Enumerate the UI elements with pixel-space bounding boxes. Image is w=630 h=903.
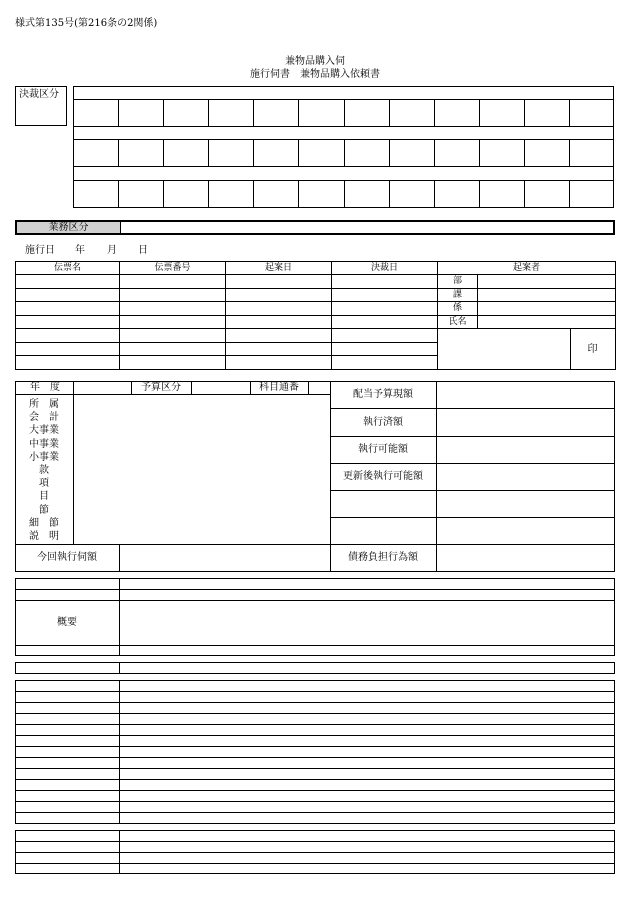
voucher-header: 伝票名 <box>16 262 120 275</box>
classification-item: 細 節 <box>29 517 59 529</box>
date-label: 施行日 <box>25 245 55 256</box>
classification-item: 所 属 <box>29 399 59 410</box>
ruled-line <box>15 841 615 842</box>
classification-item: 目 <box>39 491 49 503</box>
drafter-row-label: 係 <box>438 302 478 316</box>
ruled-line <box>15 691 615 692</box>
ruled-line <box>15 713 615 714</box>
classification-item: 中事業 <box>29 438 59 450</box>
classification-item: 款 <box>39 465 49 476</box>
classification-item: 会 計 <box>29 412 59 424</box>
form-number: 様式第135号(第216条の2関係) <box>15 18 158 29</box>
stamp-grid-line <box>208 180 209 208</box>
ruled-line <box>15 724 615 725</box>
stamp-grid-line <box>524 139 525 166</box>
budget-right-label: 配当予算現額 <box>353 389 413 400</box>
account-code-label: 科目通番 <box>259 382 299 393</box>
stamp-grid-line <box>479 139 480 166</box>
stamp-grid-line <box>434 180 435 208</box>
title-line2: 施行伺書 兼物品購入依頼書 <box>250 69 380 80</box>
stamp-grid-line <box>298 99 299 126</box>
voucher-header: 伝票番号 <box>120 262 226 275</box>
classification-item: 小事業 <box>29 451 59 463</box>
date-day: 日 <box>138 245 148 256</box>
stamp-grid-line <box>569 180 570 208</box>
approval-label-box <box>15 86 67 126</box>
ruled-line <box>15 863 615 864</box>
stamp-grid-line <box>253 139 254 166</box>
classification-item: 節 <box>39 504 49 516</box>
budget-right-label: 執行済額 <box>363 417 403 428</box>
ruled-line <box>15 801 615 802</box>
stamp-grid-line <box>389 99 390 126</box>
debt-amount-label: 債務負担行為額 <box>348 552 418 563</box>
stamp-grid-line <box>569 99 570 126</box>
ruled-line <box>15 779 615 780</box>
overview-label: 概要 <box>57 617 77 628</box>
classification-item: 大事業 <box>29 425 59 437</box>
stamp-grid-line <box>118 139 119 166</box>
ruled-line <box>15 702 615 703</box>
stamp-grid-line <box>479 99 480 126</box>
voucher-header: 決裁日 <box>332 262 438 275</box>
fiscal-year-label: 年 度 <box>30 382 60 393</box>
date-year: 年 <box>75 245 85 256</box>
budget-right-label: 更新後執行可能額 <box>343 471 423 482</box>
business-category-row <box>15 220 615 235</box>
stamp-grid-line <box>208 99 209 126</box>
voucher-header: 起案日 <box>226 262 332 275</box>
ruled-line <box>15 746 615 747</box>
voucher-header: 起案者 <box>438 262 616 275</box>
stamp-grid-line <box>434 99 435 126</box>
stamp-grid-line <box>298 180 299 208</box>
ruled-line <box>15 757 615 758</box>
date-month: 月 <box>107 245 117 256</box>
stamp-grid-line <box>434 139 435 166</box>
approval-label: 決裁区分 <box>19 89 59 100</box>
classification-item: 項 <box>39 478 49 490</box>
stamp-grid-line <box>253 99 254 126</box>
stamp-grid-line <box>524 99 525 126</box>
drafter-row-label: 課 <box>438 289 478 302</box>
stamp-grid-line <box>524 180 525 208</box>
stamp-grid-line <box>253 180 254 208</box>
ruled-line <box>15 812 615 813</box>
stamp-grid-line <box>479 180 480 208</box>
stamp-grid-line <box>344 139 345 166</box>
stamp-grid-line <box>344 99 345 126</box>
stamp-grid-line <box>569 139 570 166</box>
stamp-grid-line <box>389 139 390 166</box>
ruled-line <box>15 768 615 769</box>
current-amount-label: 今回執行伺額 <box>37 552 97 563</box>
stamp-grid-line <box>344 180 345 208</box>
stamp-grid-line <box>163 99 164 126</box>
drafter-row-label: 氏名 <box>438 316 478 329</box>
ruled-line <box>15 735 615 736</box>
stamp-grid-line <box>208 139 209 166</box>
extra-row <box>15 662 615 674</box>
voucher-table <box>15 261 616 370</box>
stamp-grid-line <box>163 180 164 208</box>
business-label: 業務区分 <box>48 222 89 233</box>
seal-label: 印 <box>587 344 598 355</box>
title-line1: 兼物品購入伺 <box>285 56 345 67</box>
stamp-grid-line <box>118 180 119 208</box>
seal-area <box>438 329 616 370</box>
stamp-grid-line <box>389 180 390 208</box>
budget-category-label: 予算区分 <box>141 382 181 393</box>
classification-item: 説 明 <box>29 531 59 542</box>
business-label-cell <box>17 222 121 233</box>
ruled-line <box>15 790 615 791</box>
drafter-row-label: 部 <box>438 275 478 289</box>
ruled-line <box>15 852 615 853</box>
budget-right-label: 執行可能額 <box>358 444 408 455</box>
stamp-grid-line <box>163 139 164 166</box>
stamp-grid-line <box>298 139 299 166</box>
stamp-grid-line <box>118 99 119 126</box>
